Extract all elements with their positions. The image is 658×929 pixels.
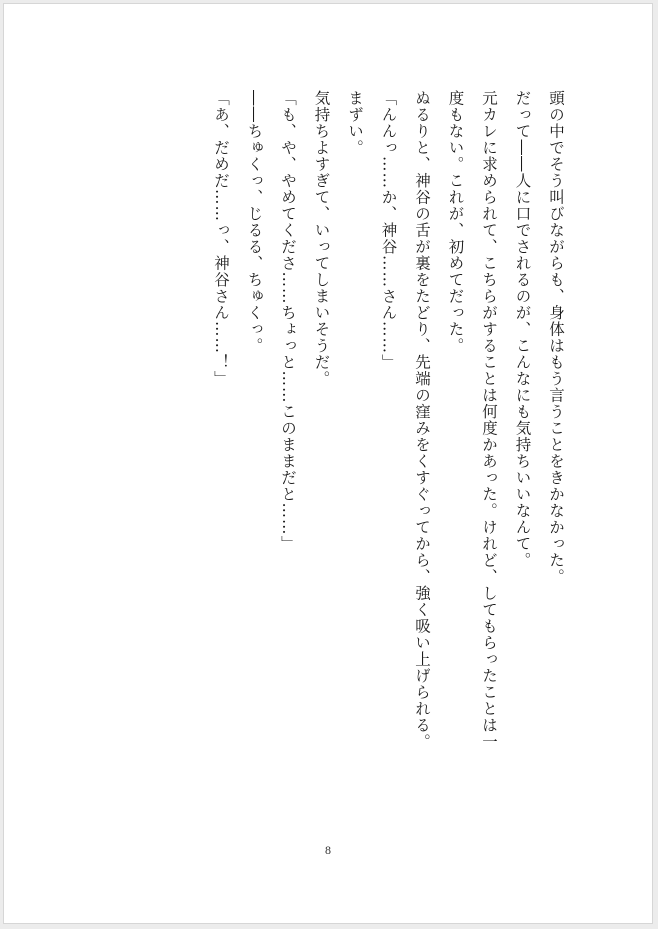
- vertical-body-text: [204, 90, 573, 850]
- text-line: だって――人に口でされるのが、こんなにも気持ちいいなんて。: [513, 90, 532, 569]
- text-line: ぬるりと、神谷の舌が裏をたどり、先端の窪みをくすぐってから、強く吸い上げられる。: [413, 90, 431, 750]
- page-number: 8: [325, 843, 331, 857]
- text-line: ――ちゅくっ、じるる、ちゅくっ。: [245, 90, 264, 354]
- text-line: 「も、や、やめてくださ……ちょっと……このままだと……」: [279, 90, 297, 552]
- text-line: まずい。: [346, 90, 364, 156]
- text-line: 「あ、だめだ……っ、神谷さん……！」: [212, 90, 230, 387]
- text-line: 頭の中でそう叫びながらも、身体はもう言うことをきかなかった。: [547, 90, 565, 585]
- text-line: 気持ちよすぎて、いってしまいそうだ。: [312, 90, 331, 387]
- text-line: 度もない。これが、初めてだった。: [446, 90, 465, 354]
- text-line: 元カレに求められて、こちらがすることは何度かあった。けれど、してもらったことは一: [480, 90, 498, 750]
- book-page: [3, 3, 653, 924]
- text-line: 「んんっ……か、神谷……さん……」: [379, 90, 398, 371]
